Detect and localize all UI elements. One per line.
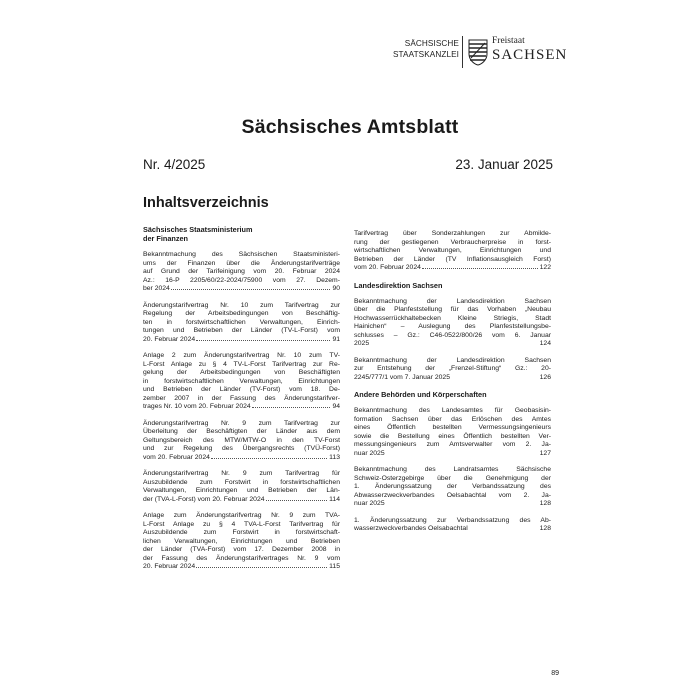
toc-entry[interactable] (354, 298, 551, 349)
toc-entry-last-line (143, 454, 340, 463)
toc-entry-line: Bekanntmachung der Landesdirektion Sachsen (354, 297, 551, 305)
toc-entry-last-line (354, 450, 551, 459)
toc-entry-line: messungsingenieurs zum Amtsverwalter vom 2. Ja- (354, 441, 551, 448)
toc-entry-line: 20. Februar 2024 (143, 335, 196, 343)
toc-entry-line: Bekanntmachung der Landesdirektion Sachsen (354, 356, 551, 364)
toc-entry-page: 94 (332, 403, 340, 410)
toc-right-column (354, 230, 551, 542)
issue-date: 23. Januar 2025 (455, 157, 553, 172)
toc-entry-line: Änderungstarifvertrag Nr. 9 zum Tarifvertrag für (143, 470, 340, 477)
toc-entry-page: 115 (329, 563, 340, 570)
toc-entry-last-line (354, 500, 551, 509)
toc-entry-line: Anlage zum Änderungstarifvertrag Nr. 9 zum TVA- (143, 512, 340, 519)
toc-entry-line: Bekanntmachung des Sächsischen Staatsministeri- (143, 251, 340, 258)
page-number: 89 (551, 670, 559, 677)
toc-entry[interactable] (354, 407, 551, 458)
toc-entry-line: tungen und Betrieben der Länder (TV-L-Forst) vom (143, 327, 340, 334)
toc-entry[interactable] (143, 302, 340, 345)
toc-entry-line: Tarifvertrag über Sonderzahlungen zur Abmilde- (354, 230, 551, 237)
toc-entry-line: Änderungstarifvertrag Nr. 9 zum Tarifvertrag zur (143, 419, 340, 427)
toc-entry-line: Hochwasserrückhaltebecken Kleine Striegis, Stadt (354, 314, 551, 322)
dot-leader (211, 458, 327, 459)
section-title-landesdirektion: Landesdirektion Sachsen (354, 280, 443, 290)
toc-entry-page: 127 (539, 449, 551, 457)
toc-entry-page: 90 (332, 285, 340, 292)
toc-entry-page: 122 (539, 264, 551, 271)
logo-divider (462, 36, 463, 68)
toc-entry-last-line (143, 403, 340, 412)
section-title-line: der Finanzen (143, 234, 189, 243)
toc-entry-page: 128 (539, 525, 551, 532)
toc-entry[interactable] (143, 251, 340, 294)
toc-entry-last-line (143, 336, 340, 345)
logo-right-line1: Freistaat (492, 36, 525, 46)
toc-entry-line: Überleitung der Beschäftigten der Länder aus dem (143, 428, 340, 435)
toc-entry-line: der (TVA-L-Forst) vom 20. Februar 2024 (143, 495, 265, 503)
toc-entry-line: lichen Verwaltungen, Einrichtungen und Betrieben (143, 537, 340, 545)
section-title-line: Sächsisches Staatsministerium (143, 225, 253, 234)
toc-entry-page: 91 (332, 335, 340, 343)
toc-entry-line: Bekanntmachung des Landratsamtes Sächsische (354, 466, 551, 473)
logo-left-line1: SÄCHSISCHE (404, 39, 459, 48)
staatskanzlei-logo-text (393, 38, 459, 60)
dot-leader (196, 340, 330, 341)
toc-entry-page: 124 (539, 340, 551, 347)
toc-entry-line: gelung der Arbeitsbedingungen von Beschäftigten (143, 369, 340, 376)
toc-entry-last-line (354, 374, 551, 383)
toc-entry-line: Schweiz-Osterzgebirge über die Genehmigung der (354, 474, 551, 482)
toc-entry-line: und zur Regelung des Übergangsrechts (TVÜ-Forst) (143, 445, 340, 452)
toc-entry-line: Änderungstarifvertrag Nr. 10 zum Tarifvertrag zur (143, 301, 340, 309)
toc-entry-page: 114 (329, 495, 340, 503)
toc-entry-line: in forstwirtschaftlichen Verwaltungen, Einrichtungen (143, 377, 340, 385)
toc-entry[interactable] (143, 420, 340, 463)
toc-entry-line: der Länder (TVA-Forst) vom 17. Dezember 2008 in (143, 546, 340, 553)
toc-entry-list (354, 298, 551, 383)
dot-leader (252, 407, 331, 408)
toc-entry-line: Regelung der Arbeitsbedingungen von Beschäftig- (143, 310, 340, 317)
toc-entry-list (354, 230, 551, 273)
toc-entry-line: 1. Änderungssatzung zur Verbandssatzung des Ab- (354, 516, 551, 524)
toc-entry-line: auf Grund der Tarifeinigung vom 20. Februar 2024 (143, 268, 340, 275)
toc-entry[interactable] (354, 517, 551, 534)
toc-entry-line: nuar 2025 (354, 449, 385, 457)
freistaat-sachsen-logo-text (492, 36, 567, 64)
toc-entry-line: Az.: 16-P 2205/60/22-2024/75900 vom 27. Dezem- (143, 276, 340, 284)
toc-entry-line: wasserzweckverbandes Oelsabachtal (354, 525, 468, 532)
page-title: Sächsisches Amtsblatt (241, 116, 459, 138)
toc-entry-line: zur Entstehung der „Frenzel-Stiftung“ Gz.: 20- (354, 365, 551, 372)
toc-entry-line: rung der gestiegenen Verbraucherpreise in forst- (354, 238, 551, 246)
toc-entry-line: über die Planfeststellung für das Vorhaben „Neubau (354, 306, 551, 313)
toc-entry[interactable] (354, 230, 551, 273)
toc-entry[interactable] (354, 357, 551, 383)
toc-entry-line: der Fassung des Änderungstarifvertrages Nr. 9 vom (143, 554, 340, 562)
toc-left-column (143, 225, 340, 580)
section-title-andere-behoerden: Andere Behörden und Körperschaften (354, 390, 487, 399)
toc-entry-last-line (354, 525, 551, 534)
toc-entry-line: vom 20. Februar 2024 (143, 453, 210, 461)
toc-entry-line: trages Nr. 10 vom 20. Februar 2024 (143, 403, 251, 410)
toc-entry-last-line (354, 340, 551, 349)
toc-entry-line: 20. Februar 2024 (143, 563, 196, 570)
toc-entry-page: 128 (539, 500, 551, 507)
toc-entry-line: Auszubildende zum Forstwirt in forstwirtschaft- (143, 529, 340, 536)
toc-entry-line: nuar 2025 (354, 500, 385, 507)
toc-entry-line: L-Forst Anlage zu § 4 TVA-L-Forst Tarifvertrag für (143, 520, 340, 528)
toc-entry-last-line (143, 285, 340, 294)
toc-entry-line: Hainichen“ – Auslegung des Planfeststellungsbe- (354, 323, 551, 330)
toc-entry-line: Anlage 2 zum Änderungstarifvertrag Nr. 10 zum TV- (143, 352, 340, 359)
toc-entry-last-line (354, 264, 551, 273)
toc-entry[interactable] (354, 466, 551, 509)
toc-entry[interactable] (143, 512, 340, 572)
toc-entry-line: sowie die Bestellung eines Öffentlich bestellten Ver- (354, 432, 551, 440)
toc-entry-line: Abwasserzweckverbandes Oelsabachtal vom 2. Ja- (354, 491, 551, 499)
toc-entry-page: 113 (329, 453, 340, 461)
toc-entry-line: Betrieben der Länder (TV Inflationsausgleich Forst) (354, 255, 551, 263)
toc-entry-page: 126 (539, 373, 551, 381)
toc-entry-line: 2245/777/1 vom 7. Januar 2025 (354, 373, 450, 381)
saxony-crest-icon (468, 38, 488, 66)
toc-entry-line: 1. Änderungssatzung der Verbandssatzung des (354, 483, 551, 490)
toc-entry[interactable] (143, 470, 340, 504)
toc-entry-line: wirtschaftlichen Verwaltungen, Einrichtungen und (354, 247, 551, 254)
toc-entry-line: Geltungsbereich des MTW/MTW-O in den TV-Forst (143, 436, 340, 444)
toc-entry-line: schlusses – Gz.: C46-0522/800/26 vom 6. Januar (354, 331, 551, 339)
toc-entry[interactable] (143, 352, 340, 412)
toc-entry-line: und Betrieben der Länder (TV-Forst) vom 18. De- (143, 386, 340, 393)
toc-entry-list (143, 251, 340, 572)
issue-number: Nr. 4/2025 (143, 157, 206, 172)
toc-heading: Inhaltsverzeichnis (143, 195, 269, 211)
toc-entry-line: ten in forstwirtschaftlichen Verwaltungen, Einrich- (143, 318, 340, 326)
dot-leader (196, 567, 327, 568)
toc-entry-line: eines Öffentlich bestellten Vermessungsingenieurs (354, 424, 551, 431)
dot-leader (171, 289, 331, 290)
section-title-finanzen (143, 225, 340, 243)
toc-entry-line: zember 2007 in der Fassung des Änderungstarifver- (143, 394, 340, 402)
logo-right-line2: SACHSEN (492, 47, 568, 63)
dot-leader (422, 268, 538, 269)
dot-leader (266, 500, 328, 501)
toc-entry-line: Bekanntmachung des Landesamtes für Geobasisin- (354, 407, 551, 414)
toc-entry-line: formation Sachsen über das Erlöschen des Amtes (354, 415, 551, 423)
toc-entry-last-line (143, 563, 340, 572)
toc-entry-line: L-Forst Anlage zu § 4 TV-L-Forst Tarifvertrag zur Re- (143, 360, 340, 368)
logo-left-line2: STAATSKANZLEI (393, 50, 460, 59)
toc-entry-line: ums der Finanzen über die Änderungstarifverträge (143, 259, 340, 267)
toc-entry-line: 2025 (354, 340, 370, 347)
toc-entry-line: Verwaltungen, Einrichtungen und Betrieben der Län- (143, 487, 340, 494)
toc-entry-line: vom 20. Februar 2024 (354, 264, 421, 271)
toc-entry-list (354, 407, 551, 534)
toc-entry-line: Auszubildende zum Forstwirt in forstwirtschaftlichen (143, 478, 340, 486)
toc-entry-line: ber 2024 (143, 285, 170, 292)
toc-entry-last-line (143, 496, 340, 505)
